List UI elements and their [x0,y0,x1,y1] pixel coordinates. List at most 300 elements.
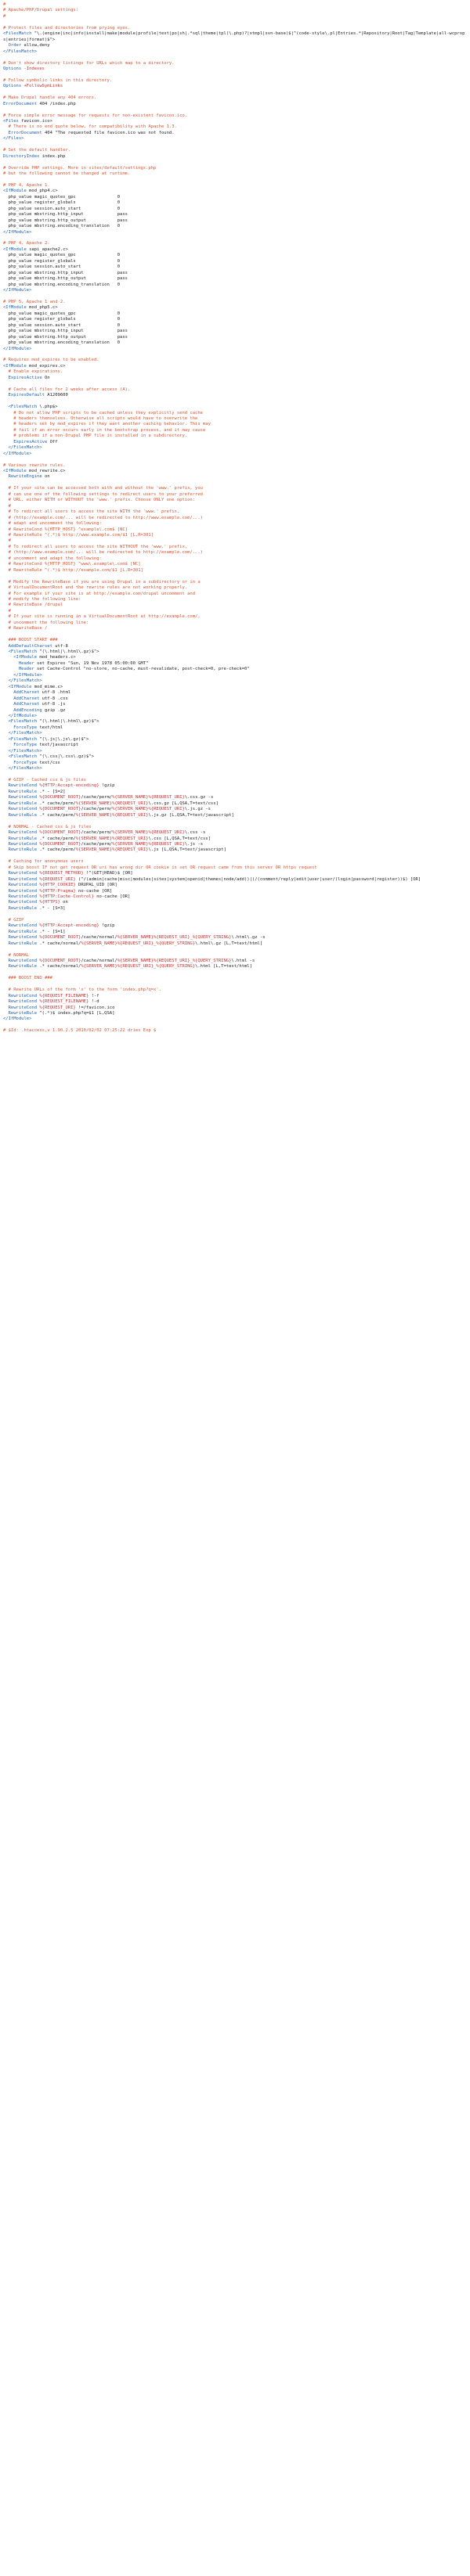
text-token [3,597,9,602]
code-line [3,445,467,451]
text-token [3,871,9,876]
code-line [3,399,467,405]
text-token [3,900,9,905]
text-token [3,638,9,642]
code-line [3,865,467,871]
variable-token: %{HTTP:Cache-Control} [39,894,94,900]
directive-token: <FilesMatch [3,31,32,37]
variable-token: %{QUERY_STRING} [192,958,232,963]
code-line [3,369,467,375]
code-line [3,428,467,434]
text-token: \.js.gz -s [184,807,211,812]
text-token [3,603,9,607]
text-token [3,649,9,654]
code-line [3,207,467,212]
code-line [3,614,467,620]
text-token: \.js -s [184,841,204,847]
code-line [3,550,467,556]
text-token [3,124,9,129]
code-line [3,90,467,95]
text-token: \.html [L,T=text/html] [195,964,252,970]
code-line [3,790,467,795]
text-token [3,836,9,841]
text-token: .* - [S=3] [37,905,66,911]
text-token [3,807,9,811]
text-token [3,766,9,771]
code-line [3,300,467,305]
text-token [3,719,9,724]
comment-token: # but the following cannot be changed at runtime. [3,171,131,177]
directive-token: RewriteCond [8,935,38,941]
variable-token: %{SERVER_NAME}%{REQUEST_URI} [117,958,190,963]
variable-token: %{SERVER_NAME}%{REQUEST_URI} [75,801,149,806]
text-token [3,743,13,747]
text-token [3,673,13,678]
text-token [3,445,9,450]
text-token [3,504,9,509]
comment-token: # Apache/PHP/Drupal settings: [3,8,79,13]
directive-token: AddCharset [13,690,40,696]
directive-token: ErrorDocument [3,101,38,106]
text-token [3,416,13,421]
text-token: "(\.html|\.html\.gz)$"> [37,719,99,725]
directive-token: Options [3,66,22,71]
code-line [3,72,467,77]
comment-token: # Skip boost IF not get request OR uri has wrong dir OR cookie is set OR request came from this server OR https request [8,865,317,870]
text-token: /cache/perm/ [81,841,113,847]
code-line [3,504,467,509]
directive-token: </FilesMatch> [8,445,42,451]
directive-token: <IfModule [3,189,27,194]
code-line [3,516,467,521]
text-token [3,562,9,567]
text-token: ^(.*)$ index.php?q=$1 [L,QSA] [37,1011,115,1016]
variable-token: -Indexes [24,66,45,71]
text-token [3,428,13,433]
code-line [3,667,467,672]
code-line [3,644,467,649]
variable-token: %{QUERY_STRING} [156,964,196,970]
code-line [3,224,467,229]
text-token: \.html -s [231,958,255,963]
directive-token: Order [8,43,22,49]
code-line [3,859,467,865]
text-token [3,999,9,1004]
code-line [3,142,467,148]
directive-token: RewriteCond [8,958,38,963]
text-token [3,685,9,689]
comment-token: # Do not allow PHP scripts to be cached unless they explicitly send cache [13,410,203,416]
directive-token: <FilesMatch [8,736,38,742]
directive-token: </IfModule> [3,1016,32,1022]
text-token: php_value mbstring.http_input pass [3,329,128,334]
directive-token: RewriteEngine [8,474,42,480]
directive-token: AddDefaultCharset [8,643,52,649]
directive-token: </FilesMatch> [8,731,42,736]
code-line [3,480,467,486]
text-token: utf-8 [52,643,68,649]
code-line [3,1011,467,1016]
text-token: utf-8 .css [39,696,68,701]
code-line [3,638,467,643]
code-line [3,131,467,136]
code-line [3,218,467,224]
text-token: _ [154,941,157,946]
code-line [3,603,467,608]
comment-token: # Rewrite URLs of the form 'x' to the form 'index.php?q=x'. [8,988,161,993]
code-line [3,661,467,667]
code-line [3,959,467,964]
text-token: /cache/perm/ [81,830,113,836]
variable-token: %{DOCUMENT_ROOT} [39,935,81,941]
text-token [3,131,9,135]
comment-token: # GZIP [8,917,24,923]
code-line [3,358,467,363]
text-token [3,527,9,532]
text-token [3,498,9,502]
variable-token: %{HTTP:Accept-encoding} [39,783,99,789]
code-line [3,883,467,888]
code-line [3,282,467,288]
code-line [3,964,467,970]
text-token: php_value magic_quotes_gpc 0 [3,194,121,200]
text-token [3,538,9,543]
directive-token: <IfModule [3,469,27,474]
text-token [3,842,9,847]
code-line [3,294,467,300]
code-line [3,597,467,603]
text-token [3,411,13,416]
directive-token: RewriteCond [8,807,38,812]
text-token [3,708,13,713]
code-line [3,212,467,218]
code-line [3,166,467,171]
directive-token: <IfModule [3,246,27,252]
text-token: text/html [37,725,63,730]
text-token: .* - [S=2] [37,789,66,794]
text-token: set Expires "Sun, 19 Nov 1978 05:00:00 GMT" [34,660,149,666]
code-line [3,994,467,999]
directive-token: ErrorDocument [8,130,42,135]
text-token: _ [190,958,193,963]
text-token: mod_php5.c> [26,305,58,311]
code-line [3,463,467,469]
directive-token: ExpiresDefault [8,393,45,398]
text-token [3,621,9,625]
text-token: no-cache [OR] [75,888,113,894]
variable-token: %{SERVER_NAME}%{REQUEST_URI} [81,941,154,946]
text-token: sapi_apache2.c> [26,246,68,252]
text-token [3,690,13,695]
code-line [3,1023,467,1028]
text-token: !-f [89,993,99,998]
code-line [3,498,467,503]
code-line [3,626,467,631]
variable-token: %{REQUEST_FILENAME} [39,993,89,998]
text-token [3,754,9,759]
code-line [3,825,467,830]
comment-token: ### BOOST END ### [8,976,52,981]
directive-token: </IfModule> [8,714,38,719]
comment-token: # Enable expirations. [8,369,63,375]
code-line [3,31,467,43]
code-line [3,1006,467,1011]
text-token: index.php [39,153,66,159]
code-line [3,562,467,567]
directive-token: RewriteCond [8,894,38,900]
text-token: !-d [89,999,99,1005]
code-line [3,509,467,515]
code-line [3,171,467,177]
code-line [3,288,467,293]
code-line [3,102,467,107]
directive-token: RewriteRule [8,964,38,970]
code-line [3,329,467,334]
text-token [3,516,9,520]
directive-token: <IfModule [3,305,27,311]
directive-token: AddCharset [13,702,40,707]
directive-token: RewriteRule [8,847,38,853]
text-token: php_value register_globals 0 [3,258,121,264]
code-line [3,621,467,626]
comment-token: # [8,538,11,544]
variable-token: +FollowSymLinks [24,84,63,89]
code-line [3,999,467,1005]
code-line [3,766,467,772]
directive-token: <FilesMatch [8,649,38,655]
text-token [3,994,9,998]
code-line [3,61,467,67]
code-line [3,492,467,498]
code-line [3,725,467,731]
directive-token: </IfModule> [3,346,32,351]
text-token: /cache/perm/ [81,807,113,812]
comment-token: # RewriteRule ^(.*)$ http://www.example.com/$1 [L,R=301] [8,533,154,538]
text-token [3,813,9,818]
comment-token: # RewriteCond %{HTTP_HOST} ^example\.com$ [NC] [8,527,128,532]
comment-token: # PHP 4, Apache 1. [3,182,50,188]
code-line [3,259,467,264]
text-token: _ [154,964,157,970]
text-token: \.js.gz [L,QSA,T=text/javascript] [148,812,234,818]
directive-token: ExpiresActive [13,439,48,444]
code-line [3,783,467,789]
directive-token: RewriteCond [8,871,38,876]
directive-token: <FilesMatch [8,405,38,410]
directive-token: RewriteCond [8,830,38,836]
text-token [3,678,9,683]
code-line [3,340,467,346]
code-line [3,422,467,427]
text-token [3,714,9,718]
variable-token: %{REQUEST_URI} [39,876,76,882]
comment-token: # Requires mod_expires to be enabled. [3,358,99,363]
code-line [3,568,467,574]
code-line [3,982,467,988]
comment-token: # uncomment the following line: [8,620,89,625]
comment-token: # [3,2,6,7]
code-line [3,183,467,189]
text-token [3,930,9,934]
text-token: "\.(engine|inc|info|install|make|module|profile|test|po|sh|.*sql|theme|tpl(\.php)?|xtmpl|svn-base)$|^(code-style\.pl|Entries.*|Repository|Root|Tag|Template|all-wcprops|entries|format)$"> [3,31,465,42]
text-token [3,626,9,631]
code-line [3,545,467,550]
comment-token: # RewriteCond %{HTTP_HOST} ^www\.example\.com$ [NC] [8,562,141,567]
text-token [3,702,13,707]
variable-token: %{QUERY_STRING} [192,935,232,941]
directive-token: <IfModule [3,363,27,369]
text-token: .* cache/normal/ [37,941,81,946]
text-token: mod_headers.c> [37,655,76,660]
text-token [3,369,9,374]
text-token [3,778,9,783]
variable-token: %{HTTP:Accept-encoding} [39,923,99,929]
directive-token: </FilesMatch> [3,49,38,54]
code-line [3,538,467,544]
text-token: php_value magic_quotes_gpc 0 [3,311,121,316]
directive-token: <IfModule [8,684,32,689]
comment-token: # $Id: .htaccess,v 1.90.2.5 2010/02/02 07:25:22 dries Exp $ [3,1028,157,1034]
text-token: set Cache-Control "no-store, no-cache, must-revalidate, post-check=0, pre-check=0" [34,667,250,672]
comment-token: # To redirect all users to access the site WITHOUT the 'www.' prefix, [8,544,188,549]
code-line [3,1028,467,1034]
code-line [3,655,467,660]
text-token [3,1011,9,1016]
code-line [3,160,467,165]
directive-token: Header [18,667,34,672]
comment-token: # Protect files and directories from prying eyes. [3,25,131,31]
variable-token: %{HTTPS} [39,900,60,905]
text-token: \.css.gz [L,QSA,T=text/css] [148,801,219,806]
directive-token: </IfModule> [3,229,32,235]
text-token: \.html\.gz [L,T=text/html] [195,941,263,946]
text-token: \.html\.gz -s [231,935,266,941]
variable-token: %{SERVER_NAME}%{REQUEST_URI} [81,964,154,970]
text-token [3,43,9,48]
code-line [3,772,467,778]
text-token [3,830,9,835]
directive-token: RewriteRule [8,801,38,806]
directive-token: RewriteCond [8,795,38,801]
code-line [3,754,467,760]
text-token [3,405,9,409]
text-token: \.js [L,QSA,T=text/javascript] [148,847,226,853]
comment-token: # Override PHP settings. More in sites/default/settings.php [3,165,157,171]
variable-token: %{SERVER_NAME}%{REQUEST_URI} [112,841,185,847]
text-token [3,865,9,870]
text-token [3,959,9,963]
text-token [3,761,13,765]
directive-token: </Files> [3,136,24,142]
directive-token: Options [3,84,22,89]
text-token: .* cache/perm/ [37,836,76,841]
code-line [3,271,467,276]
comment-token: # (http://example.com/... will be redirected to http://www.example.com/...) [8,515,203,520]
code-line [3,457,467,462]
code-line [3,585,467,591]
text-token [3,644,9,649]
code-lines [3,2,467,1034]
code-line [3,486,467,491]
code-line [3,970,467,976]
code-line [3,673,467,678]
directive-token: RewriteCond [8,999,38,1005]
text-token: php_value magic_quotes_gpc 0 [3,253,121,258]
directive-token: </FilesMatch> [8,678,42,684]
code-line [3,364,467,369]
code-line [3,253,467,258]
text-token: 404 /index.php [37,101,76,106]
directive-token: RewriteCond [8,783,38,789]
code-line [3,527,467,533]
text-token: .* cache/perm/ [37,801,76,806]
text-token [3,783,9,788]
comment-token: # (http://www.example.com/... will be redirected to http://example.com/...) [8,550,203,556]
code-line [3,67,467,72]
variable-token: %{HTTP:Pragma} [39,888,76,894]
code-line [3,743,467,748]
directive-token: <IfModule [13,655,38,660]
comment-token: # For example if your site is at http://example.com/drupal uncomment and [8,591,196,596]
comment-token: # URL, either WITH or WITHOUT the 'www.' prefix. Choose ONLY one option: [8,498,196,503]
code-line [3,900,467,905]
text-token [3,790,9,794]
code-line [3,335,467,340]
code-line [3,1016,467,1022]
comment-token: # [8,503,11,509]
code-line [3,474,467,480]
comment-token: # PHP 5, Apache 1 and 2. [3,299,66,304]
comment-token: # headers set by mod_expires if they want another caching behavior. This may [13,422,211,427]
comment-token: # If your site is running in a VirtualDocumentRoot at http://example.com/, [8,614,201,620]
code-line [3,381,467,387]
code-line [3,818,467,824]
text-token: favicon.ico> [18,118,52,124]
directive-token: </FilesMatch> [8,766,42,772]
code-line [3,20,467,25]
directive-token: </FilesMatch> [8,748,42,754]
text-token [3,509,9,514]
code-line [3,55,467,60]
directive-token: RewriteRule [8,1011,38,1016]
variable-token: %{SERVER_NAME}%{REQUEST_URI} [75,836,149,841]
code-line [3,953,467,959]
code-line [3,737,467,743]
text-token [3,825,9,829]
directive-token: </IfModule> [13,672,42,678]
code-line [3,813,467,818]
code-line [3,976,467,981]
comment-token: # modify the following line: [8,596,81,602]
text-token [3,568,9,573]
comment-token: # Set the default handler. [3,148,71,153]
comment-token: # RewriteRule ^(.*)$ http://example.com/$1 [L,R=301] [8,567,143,573]
code-line [3,264,467,270]
comment-token: # fail if an error occurs early in the bootstrap process, and it may cause [13,427,206,433]
text-token: .* - [S=1] [37,929,66,934]
comment-token: # Follow symbolic links in this directory. [3,77,113,83]
text-token [3,923,9,928]
variable-token: %{SERVER_NAME}%{REQUEST_URI} [75,847,149,853]
text-token [3,877,9,882]
directive-token: RewriteCond [8,888,38,894]
comment-token: # There is no end quote below, for compatibility with Apache 1.3. [8,124,177,130]
code-line [3,854,467,859]
text-token [3,941,9,946]
code-line [3,26,467,31]
comment-token: # Various rewrite rules. [3,462,66,468]
code-line [3,317,467,322]
